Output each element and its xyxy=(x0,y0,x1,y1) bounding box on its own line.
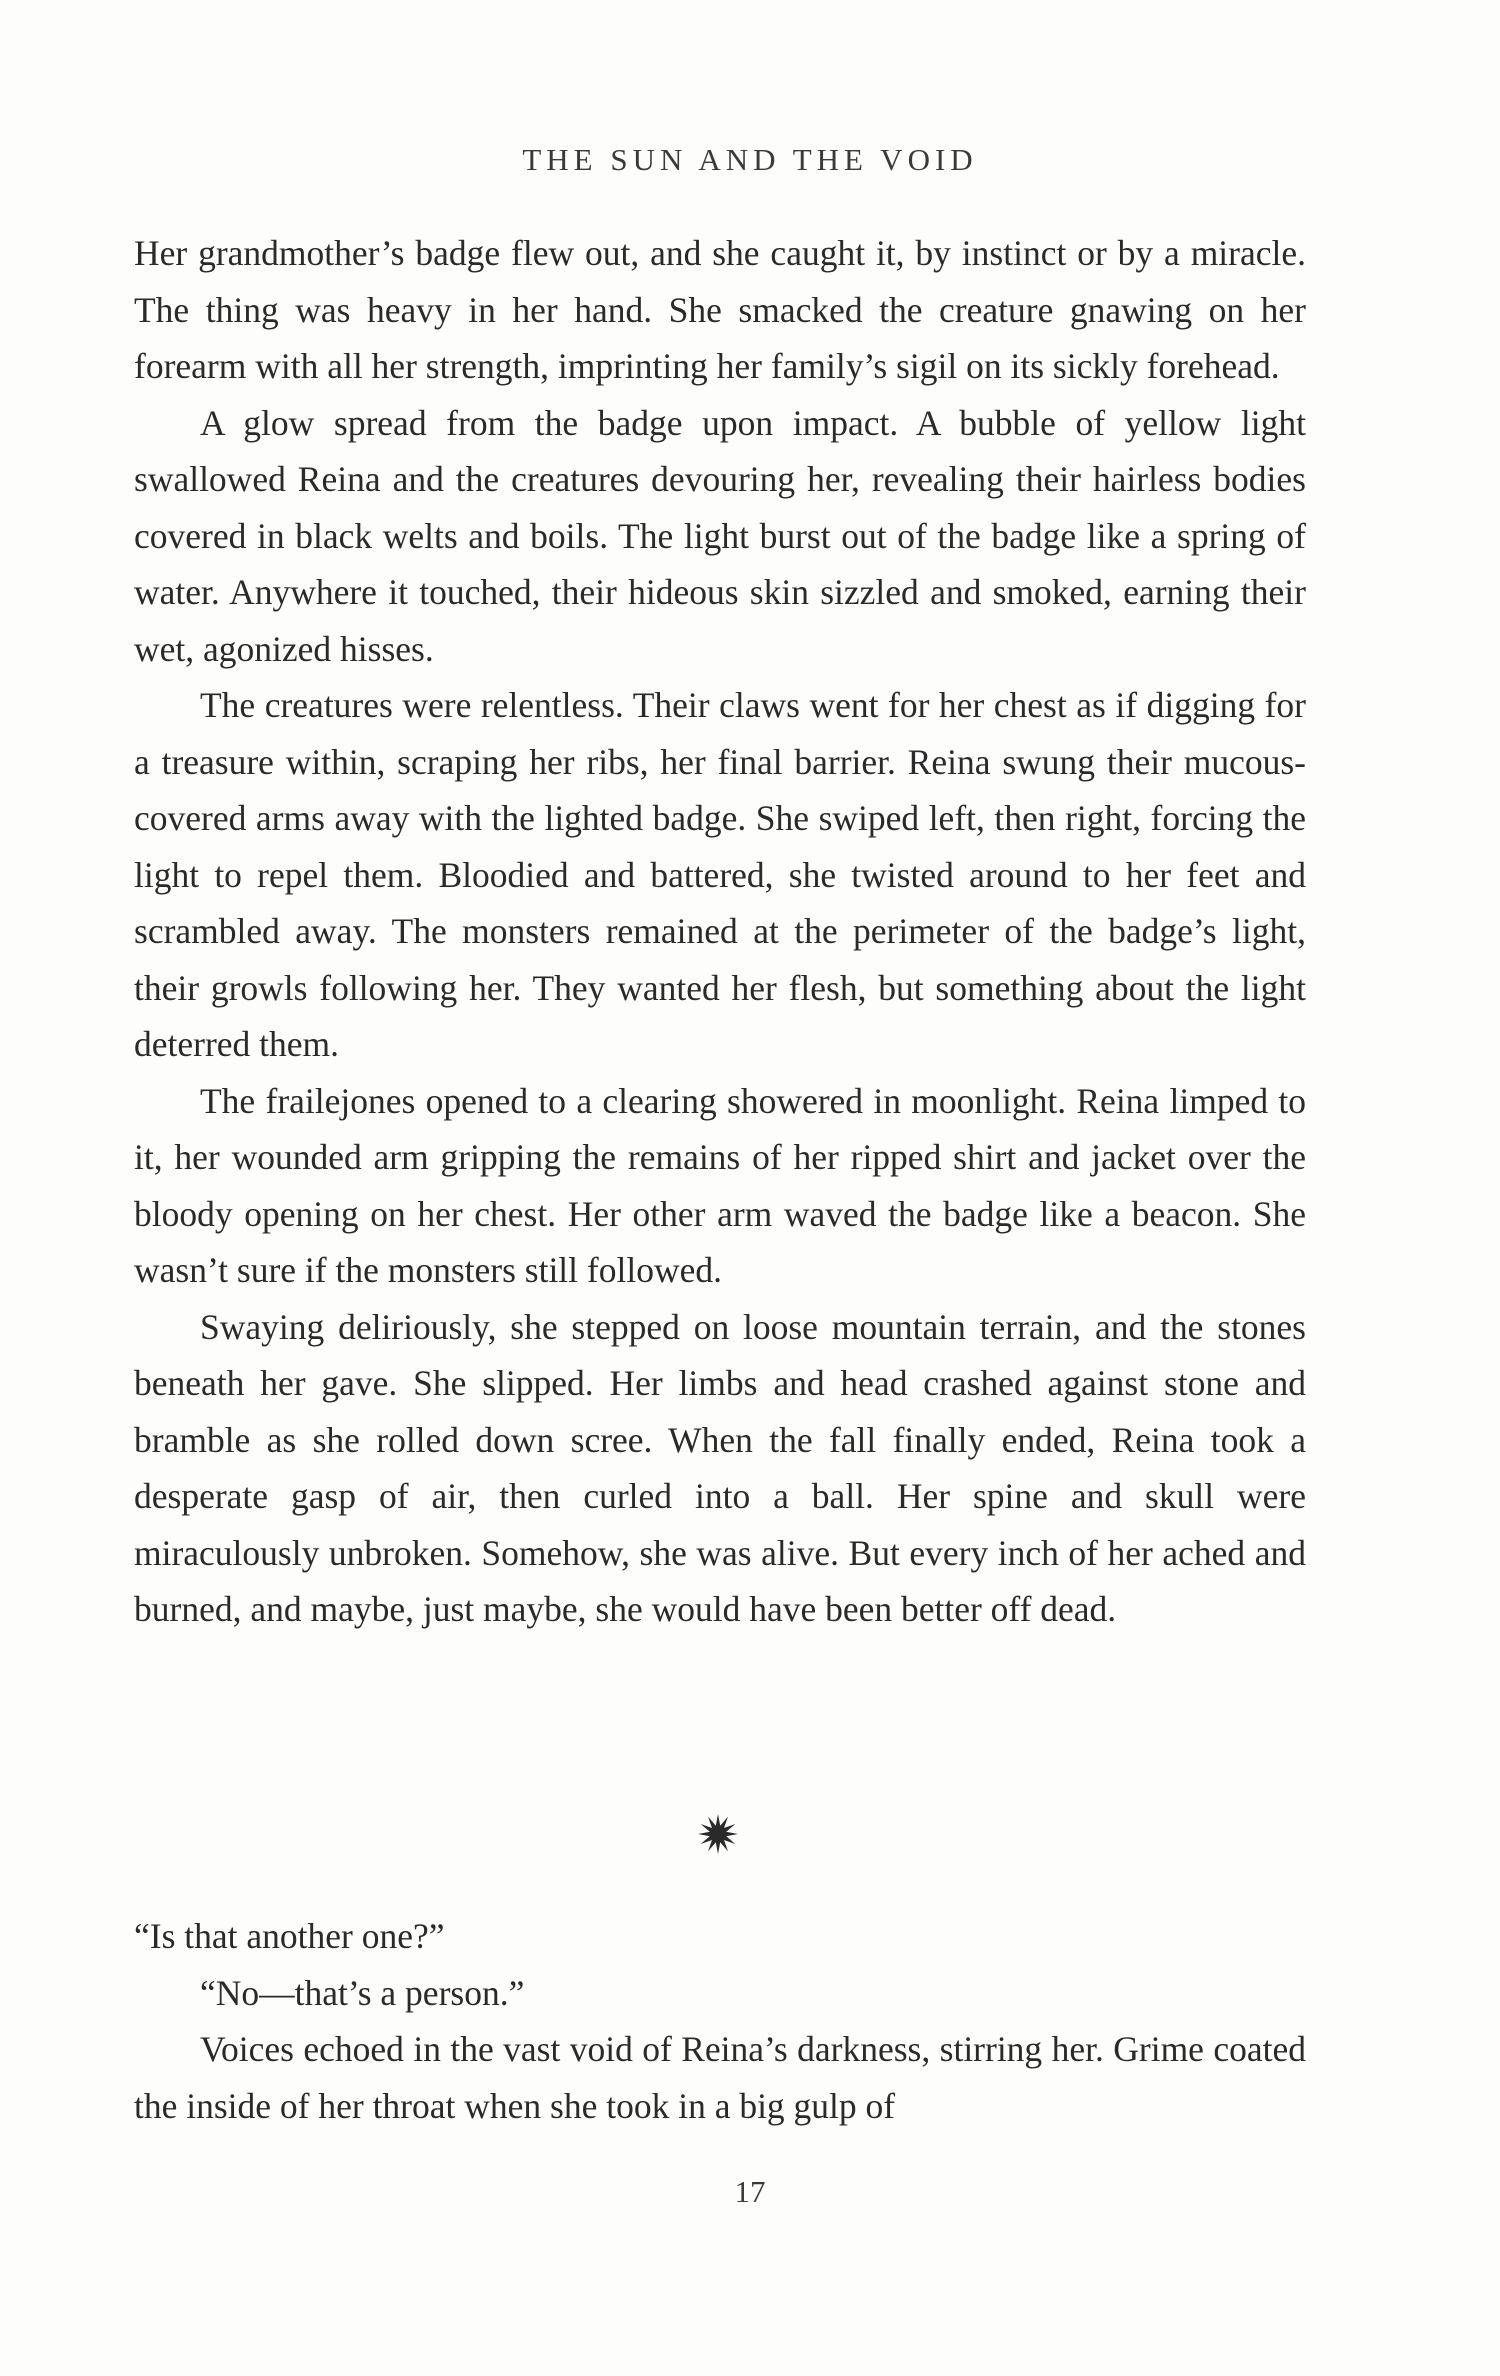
paragraph: “No—that’s a person.” xyxy=(200,1972,525,2013)
paragraph: The frailejones opened to a clearing showered in moonlight. Reina limped to it, her wounded arm gripping the remains of her ripped shirt and jacket over the bloody opening on her chest. Her other arm waved the badge like a beacon. She wasn’t sure if the monsters still followed. xyxy=(134,1080,1306,1290)
paragraph: “Is that another one?” xyxy=(134,1916,445,1956)
paragraph: A glow spread from the badge upon impact. A bubble of yellow light swallowed Reina and the creatures devouring her, revealing their hairless bodies covered in black welts and boils. The light burst out of the badge like a spring of water. Anywhere it touched, their hideous skin sizzled and smoked, earning their wet, agonized hisses. xyxy=(134,402,1306,669)
paragraph: The creatures were relentless. Their claws went for her chest as if digging for a treasure within, scraping her ribs, her final barrier. Reina swung their mucous-covered arms away with the lighted badge. She swiped left, then right, forcing the light to repel them. Bloodied and battered, she twisted around to her feet and scrambled away. The monsters remained at the perimeter of the badge’s light, their growls following her. They wanted her flesh, but something about the light deterred them. xyxy=(134,685,1306,1064)
page-number: 17 xyxy=(734,2174,766,2209)
paragraph: Swaying deliriously, she stepped on loose mountain terrain, and the stones beneath her gave. She slipped. Her limbs and head crashed against stone and bramble as she rolled down scree. When the fall finally ended, Reina took a desperate gasp of air, then curled into a ball. Her spine and skull were miraculously unbroken. Somehow, she was alive. But every inch of her ached and burned, and maybe, just maybe, she would have been better off dead. xyxy=(134,1306,1306,1629)
body-text-before-break xyxy=(134,225,1306,1638)
paragraph: Her grandmother’s badge flew out, and she caught it, by instinct or by a miracle. The thing was heavy in her hand. She smacked the creature gnawing on her forearm with all her strength, imprinting her family’s sigil on its sickly forehead. xyxy=(134,233,1306,386)
section-break-star-icon xyxy=(690,1806,746,1862)
running-head: THE SUN AND THE VOID xyxy=(522,142,978,177)
paragraph: Voices echoed in the vast void of Reina’s darkness, stirring her. Grime coated the inside of her throat when she took in a big gulp of xyxy=(134,2029,1306,2126)
body-text-after-break xyxy=(134,1908,1306,2134)
